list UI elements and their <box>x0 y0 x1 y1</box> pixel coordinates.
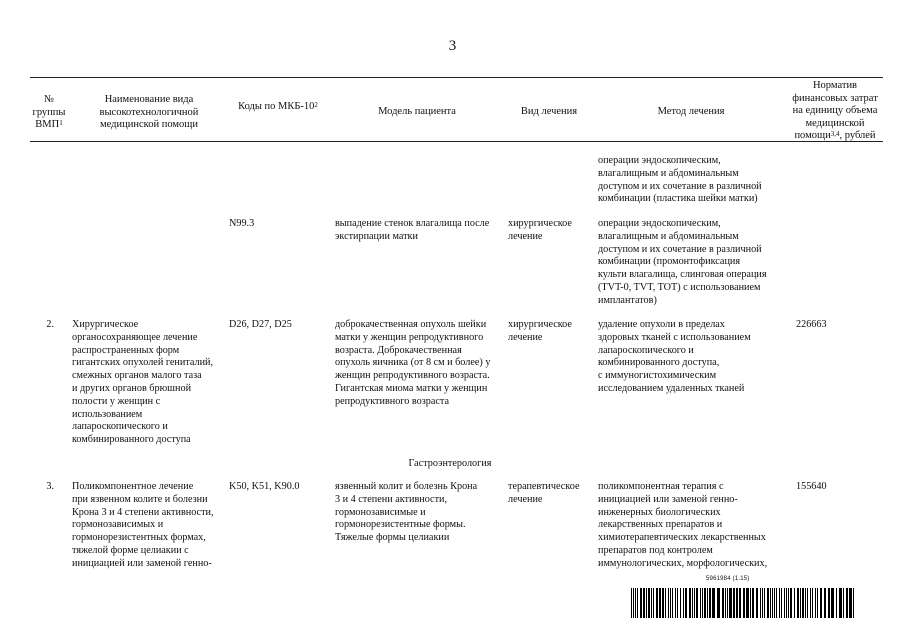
row2-treatment-cell: хирургическое лечение <box>508 319 572 343</box>
continued-method-cell: операции эндоскопическим, влагалищным и абдоминальным доступом и их сочетание в различной комбинации (пластика шейки матки) <box>598 155 762 205</box>
header-cost-norm: Норматив финансовых затрат на единицу объема медицинской помощи$^{3,4}$, рублей <box>792 80 878 141</box>
row3-number: 3. <box>46 481 54 492</box>
row2-codes-cell: D26, D27, D25 <box>229 319 292 330</box>
row3-method-cell: поликомпонентная терапия с инициацией или заменой генно- инженерных биологических лекарственных препаратов и химиотерапевтических лекарственных препаратов под контролем иммунологических, морфологических, <box>598 481 768 569</box>
n99-model-cell: выпадение стенок влагалища после экстирпации матки <box>335 218 490 242</box>
row2-method-cell: удаление опухоли в пределах здоровых тканей с использованием лапароскопического и комбинированного доступа, с иммуногистохимическим исследованием удаленных тканей <box>598 319 751 394</box>
header-treatment-method: Метод лечения <box>657 106 725 117</box>
row2-name-cell: Хирургическое органосохраняющее лечение распространенных форм гигантских опухолей гениталий, смежных органов малого таза и других органов брюшной полости у женщин с использованием лапароскопического и комбинированного доступа <box>72 319 214 446</box>
n99-method-cell: операции эндоскопическим, влагалищным и абдоминальным доступом и их сочетание в различной комбинации (промонтофиксация культи влагалища, слинговая операция (TVT-0, TVT, TOT) с использованием имплантатов) <box>598 218 767 306</box>
header-treatment-type: Вид лечения <box>520 106 578 117</box>
row3-cost-cell: 155640 <box>796 481 827 492</box>
barcode-image <box>631 588 856 618</box>
row3-name-cell: Поликомпонентное лечение при язвенном колите и болезни Крона 3 и 4 степени активности, гормонозависимых и гормонорезистентных формах, тяжелой форме целиакии с инициацией или заменой генно- <box>72 481 214 569</box>
table-top-rule <box>30 77 883 78</box>
n99-treatment-cell: хирургическое лечение <box>508 218 572 242</box>
row3-model-cell: язвенный колит и болезнь Крона 3 и 4 степени активности, гормонозависимые и гормонорезистентные формы. Тяжелые формы целиакии <box>335 481 478 544</box>
row2-number: 2. <box>46 319 54 330</box>
header-icd-codes: Коды по МКБ-$10^2$ <box>238 101 318 112</box>
barcode-label: 5961984 (1.15) <box>706 576 750 582</box>
row2-cost-cell: 226663 <box>796 319 827 330</box>
header-patient-model: Модель пациента <box>378 106 456 117</box>
n99-codes-cell: N99.3 <box>229 218 255 229</box>
row3-codes-cell: K50, K51, K90.0 <box>229 481 300 492</box>
header-care-type: Наименование вида высокотехнологичной медицинской помощи <box>99 94 199 130</box>
section-gastroenterology: Гастроэнтерология <box>408 458 492 469</box>
row3-treatment-cell: терапевтическое лечение <box>508 481 580 505</box>
table-header-bottom-rule <box>30 141 883 142</box>
header-group-number: № группы ВМП$^1$ <box>32 94 66 130</box>
row2-model-cell: доброкачественная опухоль шейки матки у женщин репродуктивного возраста. Доброкачественная опухоль яичника (от 8 см и более) у женщин репродуктивного возраста. Гигантская миома матки у женщин репродуктивного возраста <box>335 319 491 407</box>
page-number: 3 <box>448 38 457 54</box>
